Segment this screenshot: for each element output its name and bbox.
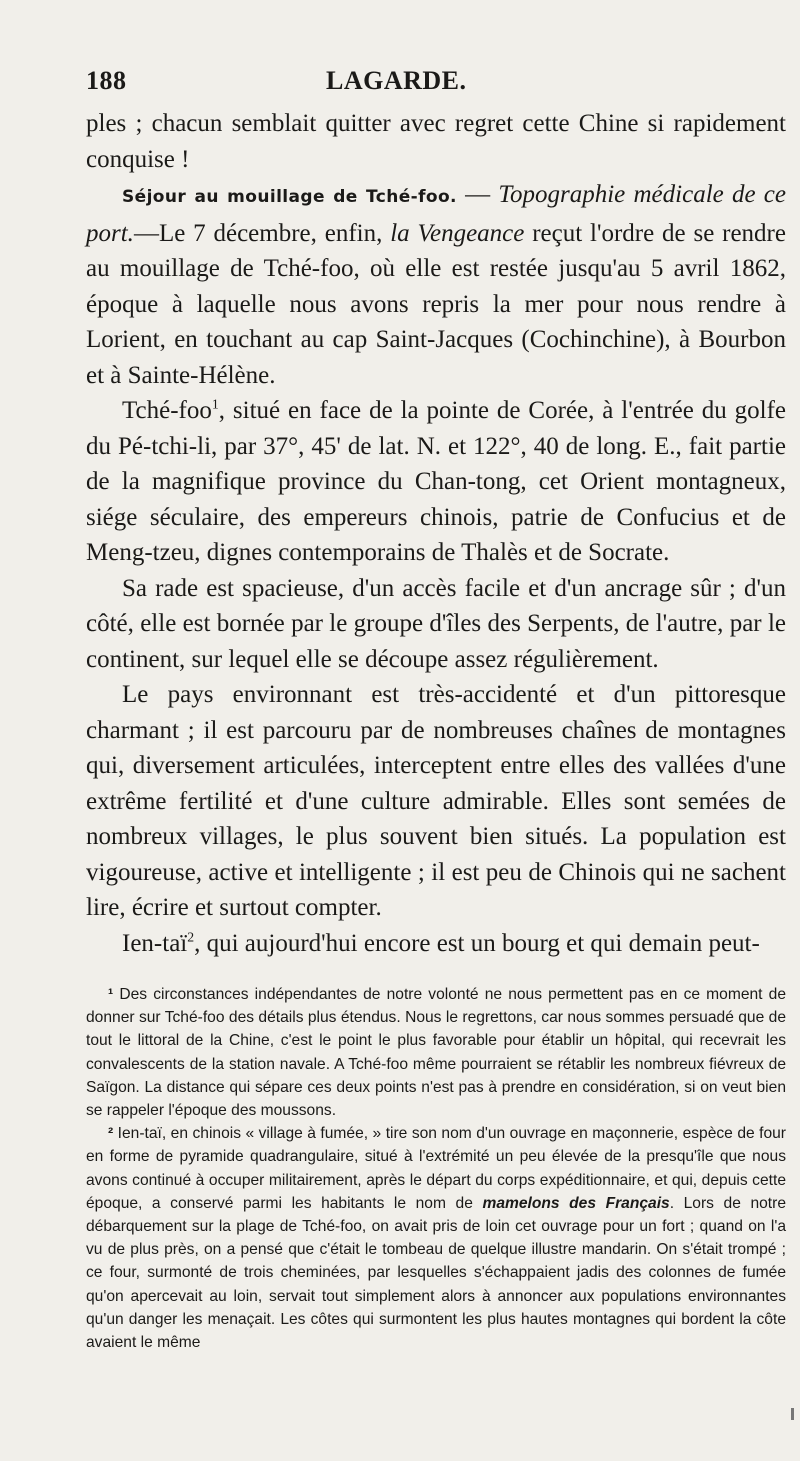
paragraph-4 [86, 571, 786, 678]
paragraph-3 [86, 393, 786, 571]
footnote-ref-1[interactable]: 1 [211, 396, 219, 412]
footnote-1-mark: ¹ [108, 986, 114, 1003]
paragraph-2-text-b: reçut l'ordre de se rendre au mouillage de Tché-foo, où elle est restée jusqu'au 5 avril 1862, époque à laquelle nous avons repris la mer pour nous rendre à Lorient, en touchant au cap Saint-Jacques (Cochinchine), à Bourbon et à Sainte-Hélène. [86, 219, 786, 389]
page-number: 188 [86, 66, 127, 95]
section-heading: Séjour au mouillage de Tché-foo. [122, 187, 457, 207]
paragraph-5 [86, 677, 786, 926]
paragraph-6-text: , qui aujourd'hui encore est un bourg et qui demain peut- [194, 929, 760, 957]
footnote-2-text-b: . Lors de notre débarquement sur la plage de Tché-foo, on avait pris de loin cet ouvrage pour un fort ; quand on l'a vu de plus près, on a pensé que c'était le tombeau de quelque illustre mandarin. On s'était trompé ; ce four, surmonté de trois cheminées, par lesquelles s'échappaient jadis des colonnes de fumée qu'on apercevait au loin, servait tout simplement alors à annoncer aux populations environnantes qu'un danger les menaçait. Les côtes qui surmontent les plus hautes montagnes qui bordent la côte avaient le même [86, 1194, 786, 1352]
paragraph-1 [86, 106, 786, 177]
footnote-2-italic: mamelons des Français [482, 1194, 670, 1212]
paragraph-3-text: , situé en face de la pointe de Corée, à l'entrée du golfe du Pé-tchi-li, par 37°, 45' de lat. N. et 122°, 40 de long. E., fait partie de la magnifique province du Chan-tong, cet Orient montagneux, siége séculaire, des empereurs chinois, patrie de Confucius et de Meng-tzeu, dignes contemporains de Thalès et de Socrate. [86, 397, 786, 566]
footnote-ref-2[interactable]: 2 [187, 929, 195, 945]
book-page [86, 66, 786, 1354]
page-header [86, 66, 786, 106]
running-head: LAGARDE. [326, 66, 467, 95]
paragraph-6 [86, 926, 786, 962]
section-heading-paragraph [86, 177, 786, 393]
heading-dash: — [456, 181, 499, 208]
main-text [86, 106, 786, 961]
page-edge-mark [791, 1408, 794, 1420]
paragraph-1-text: ples ; chacun semblait quitter avec regret cette Chine si rapidement conquise ! [86, 110, 786, 173]
footnote-2-mark: ² [108, 1125, 114, 1143]
footnote-2-text-a: Ien-taï, en chinois « village à fumée, » tire son nom d'un ouvrage en maçonnerie, espèce de four en forme de pyramide quadrangulaire, situé à l'extrémité un peu élevée de la presqu'île que nous avons continué à occuper militairement, après le départ du corps expéditionnaire, et qui, depuis cette époque, a conservé parmi les habitants le nom de [86, 1125, 786, 1212]
paragraph-3-lead: Tché-foo [122, 397, 212, 424]
paragraph-2-text-a: —Le 7 décembre, enfin, [133, 219, 391, 247]
footnote-1 [86, 983, 786, 1122]
paragraph-6-lead: Ien-taï [122, 929, 188, 957]
ship-name: la Vengeance [390, 219, 525, 247]
paragraph-5-text: Le pays environnant est très-accidenté et d'un pittoresque charmant ; il est parcouru par de nombreuses chaînes de montagnes qui, diversement articulées, interceptent entre elles des vallées d'une extrême fertilité et d'une culture admirable. Elles sont semées de nombreux villages, le plus souvent bien situés. La population est vigoureuse, active et intelligente ; il est peu de Chinois qui ne sachent lire, écrire et surtout compter. [86, 681, 786, 921]
footnote-1-text: Des circonstances indépendantes de notre volonté ne nous permettent pas en ce moment de donner sur Tché-foo des détails plus étendus. Nous le regrettons, car nous sommes persuadé que de tout le littoral de la Chine, c'est le point le plus favorable pour établir un hôpital, qui recevrait les convalescents de la station navale. A Tché-foo même pourraient se rétablir les nombreux fiévreux de Saïgon. La distance qui sépare ces deux points n'est pas à prendre en considération, si on veut bien se rappeler l'époque des moussons. [86, 986, 786, 1120]
footnotes [86, 983, 786, 1354]
section-subtitle: Topographie médicale de ce port. [86, 181, 786, 247]
paragraph-4-text: Sa rade est spacieuse, d'un accès facile et d'un ancrage sûr ; d'un côté, elle est bornée par le groupe d'îles des Serpents, de l'autre, par le continent, sur lequel elle se découpe assez régulièrement. [86, 574, 786, 673]
footnote-2 [86, 1122, 786, 1354]
